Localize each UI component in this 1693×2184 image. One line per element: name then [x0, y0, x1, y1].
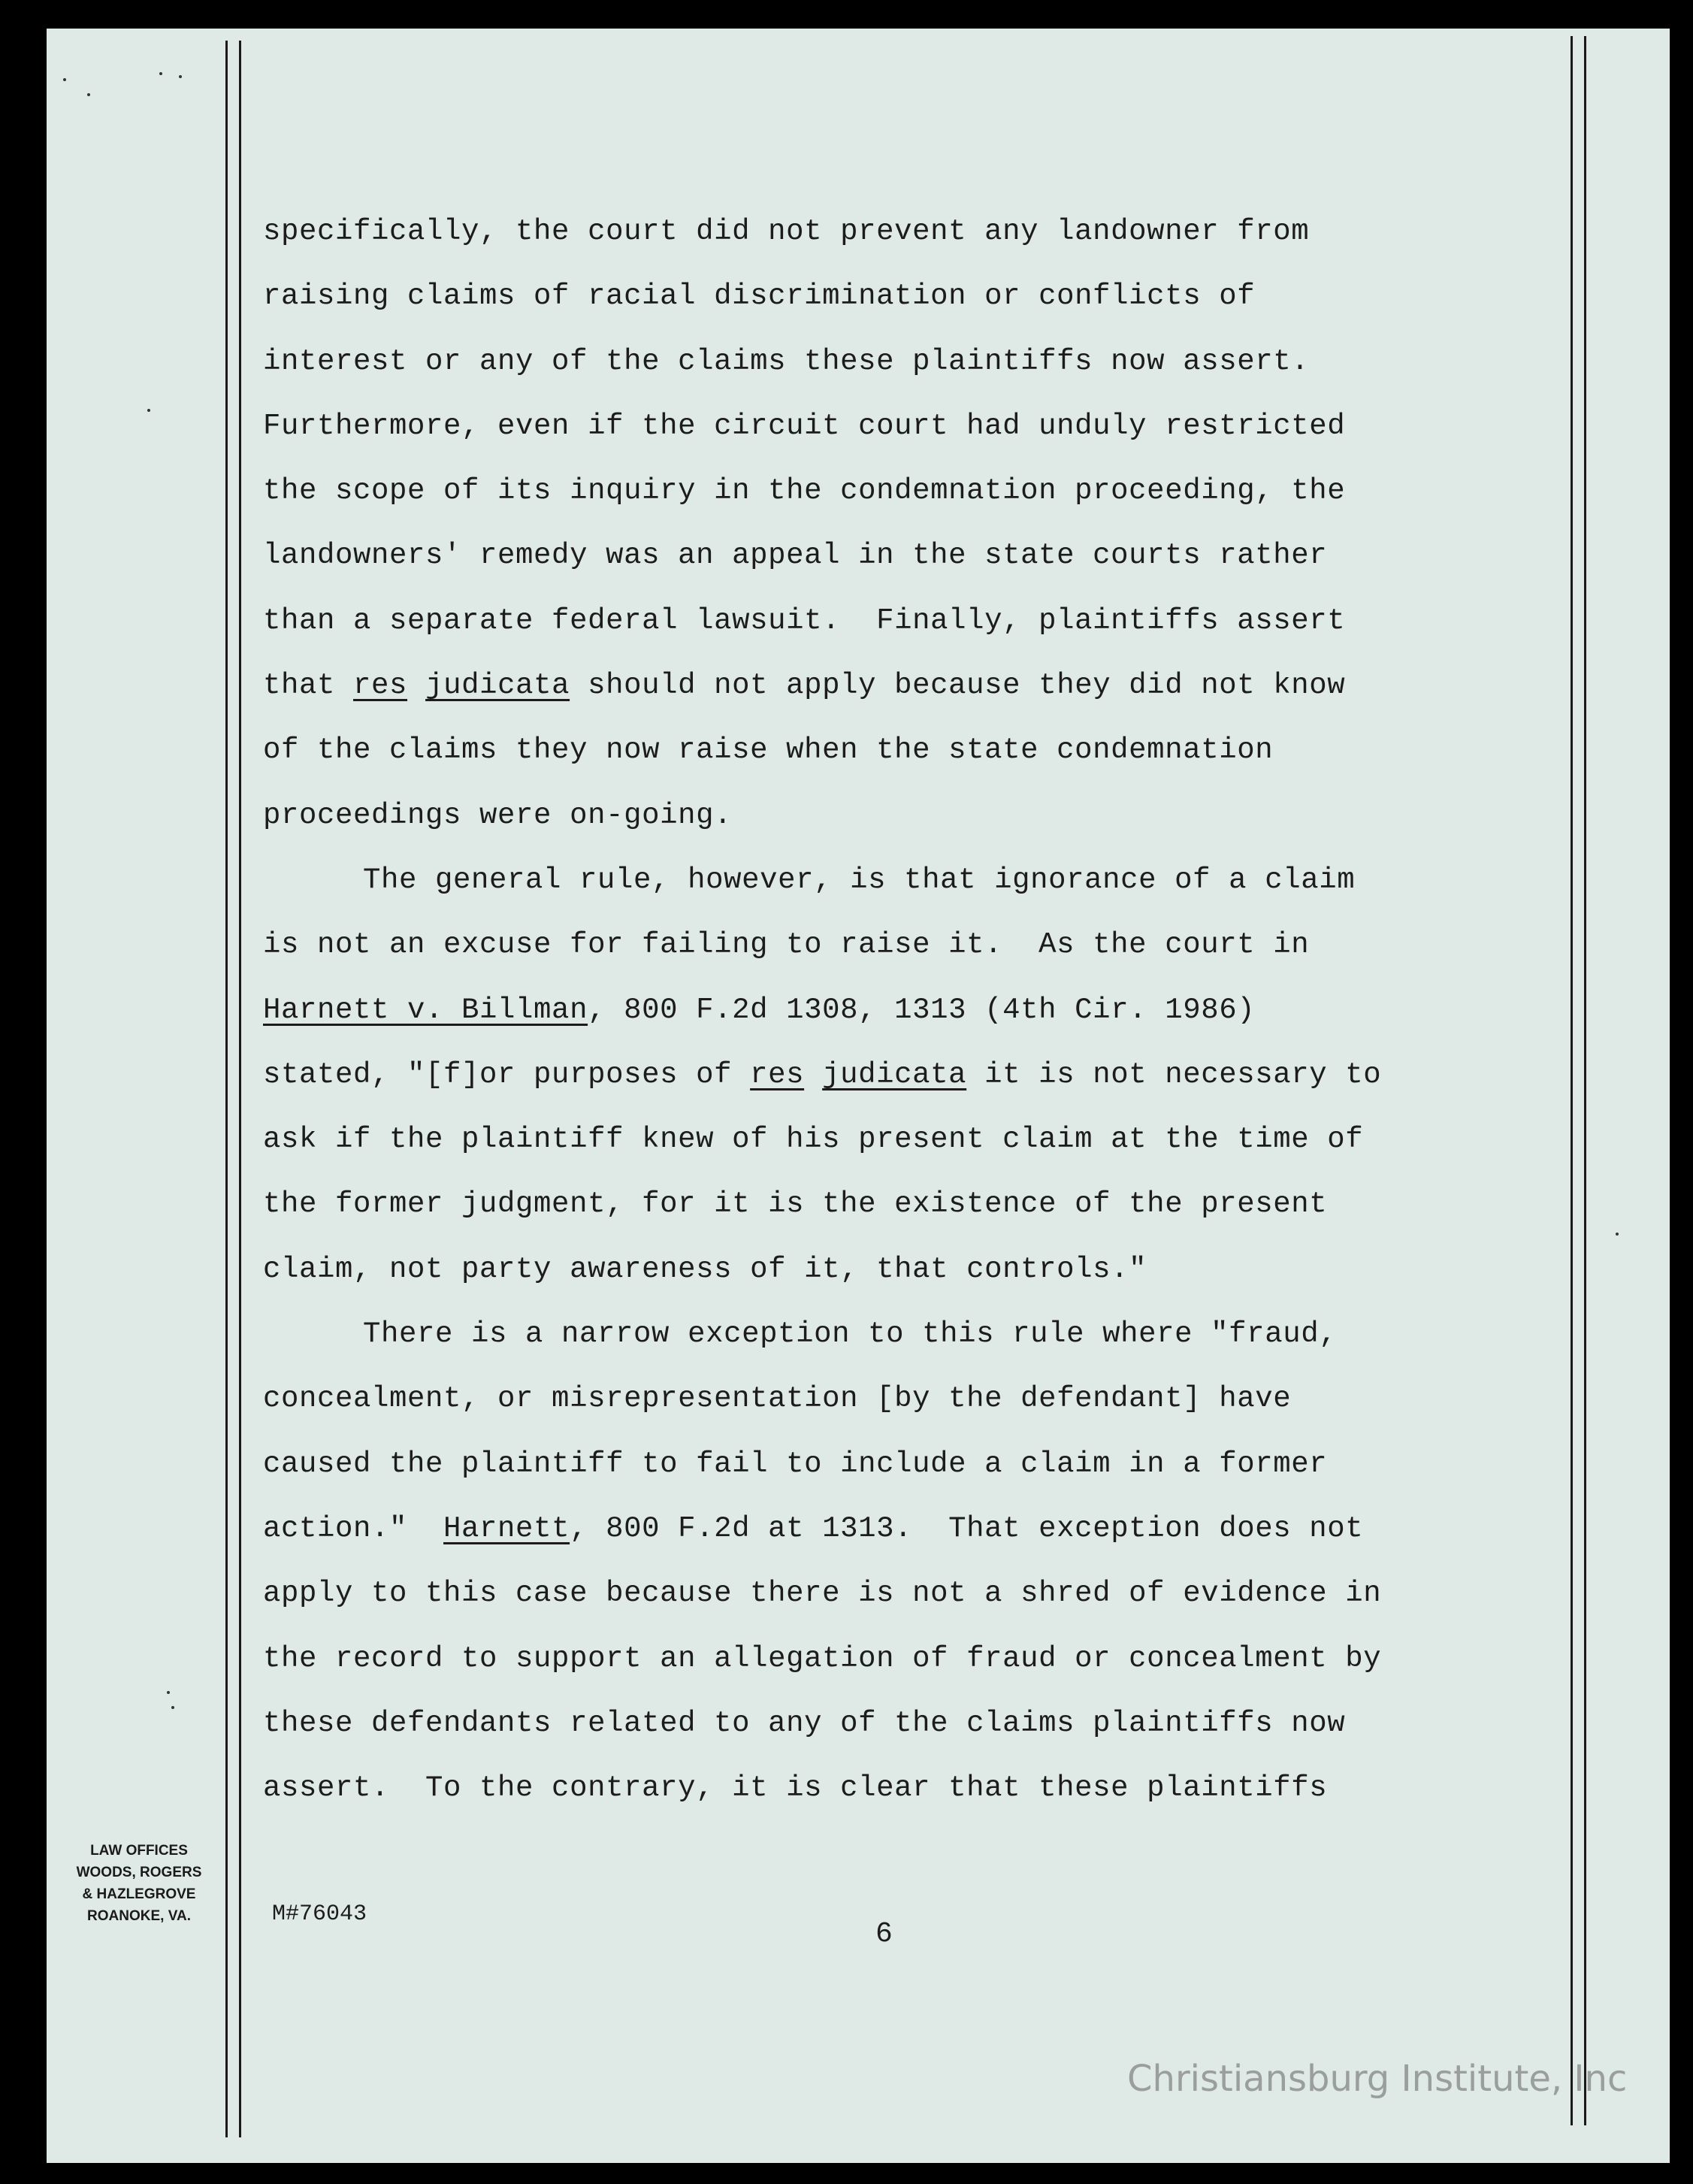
- text-line: [263, 264, 1525, 328]
- text-line: [263, 199, 1525, 264]
- text-line: [263, 1107, 1525, 1172]
- scan-speck: [171, 1706, 174, 1709]
- watermark-text: Christiansburg Institute, Inc: [1127, 2058, 1628, 2100]
- text-run: , 800 F.2d at 1313. That exception does not: [570, 1511, 1364, 1545]
- text-line: [263, 978, 1525, 1042]
- text-run: apply to this case because there is not a shred of evidence in: [263, 1577, 1382, 1611]
- text-line: [263, 1366, 1525, 1431]
- letterhead-line: WOODS, ROGERS: [76, 1865, 202, 1880]
- text-run: assert. To the contrary, it is clear that these plaintiffs: [263, 1771, 1328, 1805]
- text-line: [263, 1432, 1525, 1496]
- text-run: than a separate federal lawsuit. Finally, plaintiffs assert: [263, 603, 1346, 637]
- text-line: [263, 848, 1525, 912]
- text-run: these defendants related to any of the claims plaintiffs now: [263, 1706, 1346, 1740]
- underlined-citation: judicata: [822, 1057, 967, 1091]
- scan-speck: [147, 409, 150, 412]
- text-run: of the claims they now raise when the state condemnation: [263, 734, 1274, 767]
- scan-speck: [63, 78, 66, 81]
- text-line: [263, 653, 1525, 718]
- text-line: [263, 329, 1525, 394]
- right-margin-rule-outer: [1584, 36, 1586, 2125]
- text-run: it is not necessary to: [966, 1057, 1382, 1091]
- text-run: The general rule, however, is that ignorance of a claim: [363, 863, 1356, 897]
- text-run: There is a narrow exception to this rule where "fraud,: [363, 1317, 1338, 1351]
- law-office-letterhead: [53, 1840, 225, 1927]
- underlined-citation: res: [750, 1057, 805, 1091]
- text-line: [263, 394, 1525, 458]
- right-margin-rule: [1571, 36, 1573, 2125]
- letterhead-line: ROANOKE, VA.: [87, 1908, 191, 1924]
- text-run: claim, not party awareness of it, that controls.": [263, 1252, 1147, 1286]
- text-line: [263, 912, 1525, 977]
- text-line: [263, 1496, 1525, 1561]
- text-run: Furthermore, even if the circuit court had unduly restricted: [263, 409, 1346, 443]
- scan-speck: [87, 93, 90, 96]
- letterhead-line: & HAZLEGROVE: [82, 1886, 196, 1902]
- text-run: [804, 1058, 822, 1091]
- text-run: proceedings were on-going.: [263, 798, 733, 832]
- text-run: [407, 669, 425, 702]
- text-line: [263, 1691, 1525, 1756]
- text-run: caused the plaintiff to fail to include a claim in a former: [263, 1447, 1328, 1481]
- text-run: the former judgment, for it is the existence of the present: [263, 1187, 1328, 1221]
- text-line: [263, 1302, 1525, 1366]
- text-line: [263, 1237, 1525, 1302]
- left-margin-rule: [225, 41, 228, 2137]
- underlined-citation: Harnett: [443, 1511, 570, 1545]
- page-number: 6: [875, 1918, 893, 1950]
- text-line: [263, 523, 1525, 588]
- text-run: specifically, the court did not prevent any landowner from: [263, 215, 1310, 248]
- scan-speck: [167, 1691, 170, 1694]
- text-run: that: [263, 669, 354, 703]
- document-body: [263, 199, 1525, 1820]
- text-line: [263, 458, 1525, 523]
- text-run: raising claims of racial discrimination or conflicts of: [263, 280, 1256, 313]
- text-line: [263, 1626, 1525, 1691]
- text-run: should not apply because they did not know: [570, 669, 1346, 703]
- scan-speck: [1616, 1233, 1619, 1236]
- underlined-citation: res: [353, 669, 408, 703]
- text-line: [263, 718, 1525, 782]
- text-line: [263, 1561, 1525, 1626]
- scan-speck: [179, 75, 182, 78]
- text-run: action.": [263, 1511, 444, 1545]
- document-id: M#76043: [272, 1901, 367, 1927]
- text-run: interest or any of the claims these plaintiffs now assert.: [263, 344, 1310, 378]
- text-run: the scope of its inquiry in the condemnation proceeding, the: [263, 474, 1346, 508]
- text-line: [263, 1172, 1525, 1236]
- text-line: [263, 783, 1525, 848]
- text-run: the record to support an allegation of fraud or concealment by: [263, 1641, 1382, 1675]
- text-run: stated, "[f]or purposes of: [263, 1057, 751, 1091]
- text-line: [263, 1756, 1525, 1820]
- text-run: landowners' remedy was an appeal in the state courts rather: [263, 539, 1328, 573]
- letterhead-line: LAW OFFICES: [90, 1843, 188, 1859]
- text-run: , 800 F.2d 1308, 1313 (4th Cir. 1986): [588, 993, 1256, 1027]
- text-run: concealment, or misrepresentation [by the defendant] have: [263, 1382, 1292, 1416]
- text-line: [263, 1042, 1525, 1107]
- text-run: is not an excuse for failing to raise it. As the court in: [263, 928, 1310, 962]
- underlined-citation: judicata: [425, 669, 570, 703]
- scan-speck: [159, 72, 162, 75]
- text-run: ask if the plaintiff knew of his present claim at the time of: [263, 1123, 1364, 1157]
- underlined-citation: Harnett v. Billman: [263, 993, 588, 1027]
- left-margin-rule-inner: [239, 41, 241, 2137]
- text-line: [263, 588, 1525, 653]
